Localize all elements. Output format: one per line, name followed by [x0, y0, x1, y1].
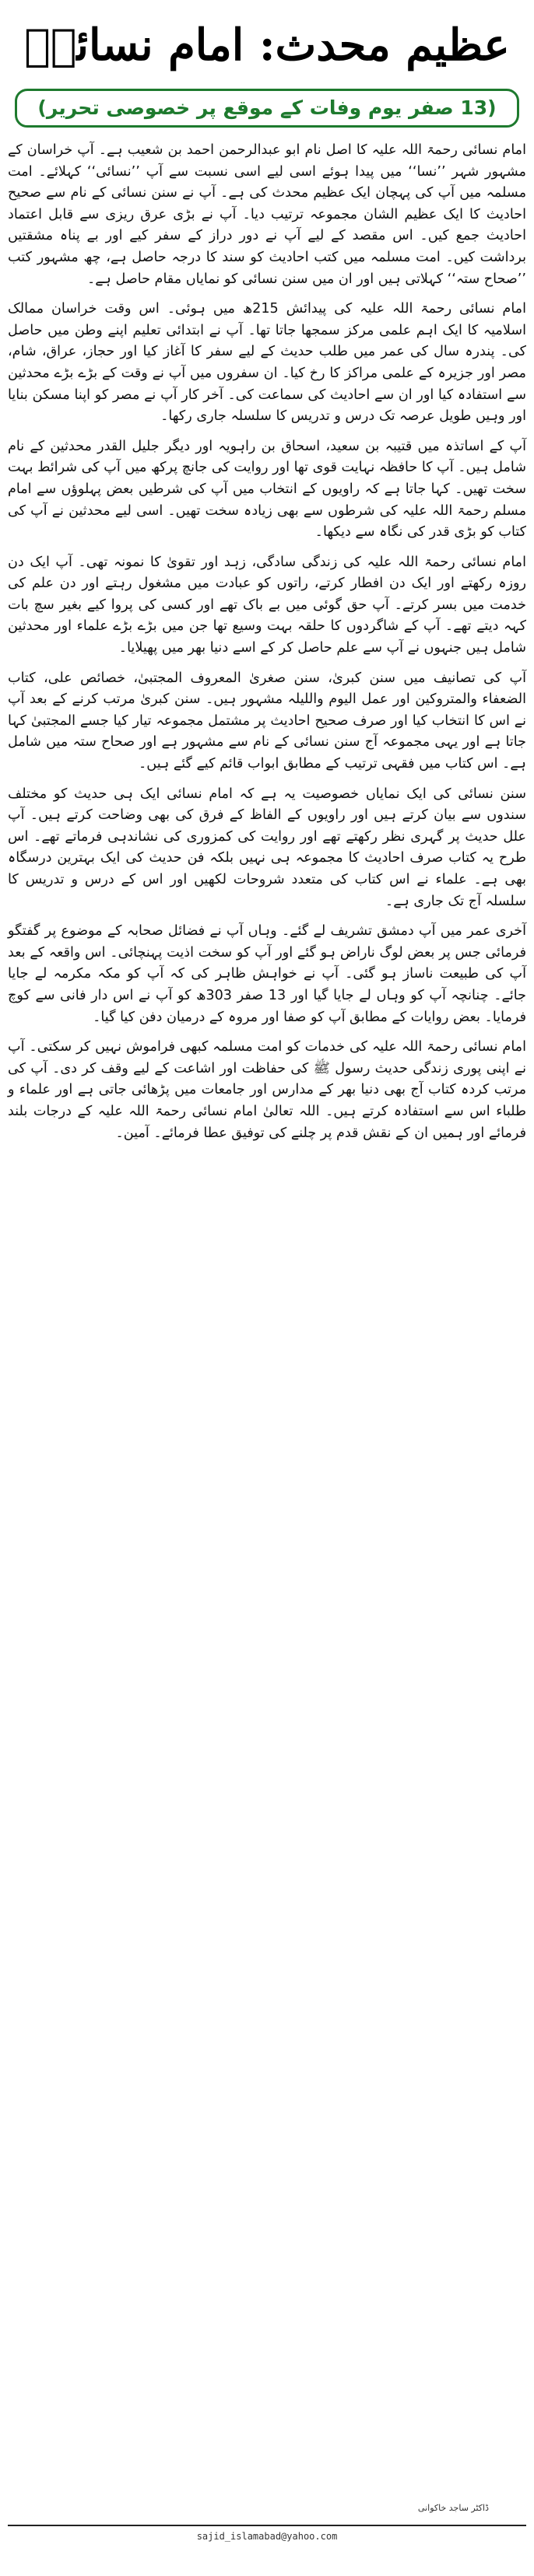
author-byline: ڈاکٹر ساجد خاکوانی — [417, 2503, 489, 2513]
article-body — [8, 140, 526, 1144]
byline-row — [8, 2503, 526, 2522]
article-paragraph: سنن نسائی کی ایک نمایاں خصوصیت یہ ہے کہ امام نسائی ایک ہی حدیث کو مختلف سندوں سے بیان کرتے ہیں اور راویوں کے الفاظ کے فرق کی بھی وضاحت کرتے ہیں۔ آپ علل حدیث پر گہری نظر رکھتے تھے اور روایت کی کمزوری کی نشاندہی فرماتے تھے۔ اس طرح یہ کتاب صرف احادیث کا مجموعہ ہی نہیں بلکہ فن حدیث کی ایک بہترین درسگاہ بھی ہے۔ علماء نے اس کتاب کی متعدد شروحات لکھیں اور اس کے درس و تدریس کا سلسلہ آج تک جاری ہے۔ — [8, 786, 526, 909]
article-subtitle-badge: (13 صفر یوم وفات کے موقع پر خصوصی تحریر) — [15, 89, 518, 128]
article-paragraph: امام نسائی رحمۃ اللہ علیہ کی خدمات کو امت مسلمہ کبھی فراموش نہیں کر سکتی۔ آپ نے اپنی پوری زندگی حدیث رسول ﷺ کی حفاظت اور اشاعت کے لیے وقف کر دی۔ آپ کی مرتب کردہ کتاب آج بھی دنیا بھر کے مدارس اور جامعات میں پڑھائی جاتی ہے اور علماء و طلباء اس سے استفادہ کرتے ہیں۔ اللہ تعالیٰ امام نسائی رحمۃ اللہ علیہ کے درجات بلند فرمائے اور ہمیں ان کے نقش قدم پر چلنے کی توفیق عطا فرمائے۔ آمین۔ — [8, 1039, 526, 1141]
article-footer — [0, 2503, 534, 2542]
article-paragraph: امام نسائی رحمۃ اللہ علیہ کا اصل نام ابو عبدالرحمن احمد بن شعیب ہے۔ آپ خراسان کے مشہور شہر ’’نسا‘‘ میں پیدا ہوئے اسی لیے اسی نسبت سے آپ ’’نسائی‘‘ کہلائے۔ امت مسلمہ میں آپ کی پہچان ایک عظیم محدث کی ہے۔ آپ نے سنن نسائی کے نام سے صحیح احادیث کا ایک عظیم الشان مجموعہ ترتیب دیا۔ آپ نے بڑی عرق ریزی سے قابل اعتماد احادیث جمع کیں۔ اس مقصد کے لیے آپ نے دور دراز کے سفر کیے اور بے پناہ مشقتیں برداشت کیں۔ امت مسلمہ میں کتب احادیث کو سند کا درجہ حاصل ہے، چھ مشہور کتب ’’صحاح ستہ‘‘ کہلاتی ہیں اور ان میں سنن نسائی کو نمایاں مقام حاصل ہے۔ — [8, 142, 526, 287]
article-paragraph: آخری عمر میں آپ دمشق تشریف لے گئے۔ وہاں آپ نے فضائل صحابہ کے موضوع پر گفتگو فرمائی جس پر بعض لوگ ناراض ہو گئے اور آپ کو سخت اذیت پہنچائی۔ اس واقعہ کے بعد آپ کی طبیعت ناساز ہو گئی۔ آپ نے خواہش ظاہر کی کہ آپ کو مکہ مکرمہ لے جایا جائے۔ چنانچہ آپ کو وہاں لے جایا گیا اور 13 صفر 303ھ کو آپ نے اس دار فانی سے کوچ فرمایا۔ بعض روایات کے مطابق آپ کو صفا اور مروہ کے درمیان دفن کیا گیا۔ — [8, 923, 526, 1025]
article-paragraph: آپ کے اساتذہ میں قتیبہ بن سعید، اسحاق بن راہویہ اور دیگر جلیل القدر محدثین کے نام شامل ہیں۔ آپ کا حافظہ نہایت قوی تھا اور روایت کی جانچ پرکھ میں آپ کی شرائط بہت سخت تھیں۔ کہا جاتا ہے کہ راویوں کے انتخاب میں آپ کی شرطیں بعض پہلوؤں سے امام مسلم رحمۃ اللہ علیہ کی شرطوں سے بھی زیادہ سخت تھیں۔ اسی لیے محدثین نے آپ کی کتاب کو بڑی قدر کی نگاہ سے دیکھا۔ — [8, 438, 526, 541]
footer-divider — [8, 2525, 526, 2526]
article-paragraph: آپ کی تصانیف میں سنن کبریٰ، سنن صغریٰ المعروف المجتبیٰ، خصائص علی، کتاب الضعفاء والمتروکین اور عمل الیوم واللیلہ مشہور ہیں۔ سنن کبریٰ مرتب کرنے کے بعد آپ نے اس کا انتخاب کیا اور صرف صحیح احادیث پر مشتمل مجموعہ تیار کیا جسے المجتبیٰ کہا جاتا ہے اور یہی مجموعہ آج سنن نسائی کے نام سے مشہور ہے اور صحاح ستہ میں شامل ہے۔ اس کتاب میں فقہی ترتیب کے مطابق ابواب قائم کیے گئے ہیں۔ — [8, 670, 526, 772]
subtitle-container — [8, 89, 526, 129]
article-headline: عظیم محدث: امام نسائیؒ — [24, 19, 510, 71]
author-email: sajid_islamabad@yahoo.com — [196, 2531, 338, 2542]
article-paragraph: امام نسائی رحمۃ اللہ علیہ کی پیدائش 215ھ میں ہوئی۔ اس وقت خراسان ممالک اسلامیہ کا ایک اہم علمی مرکز سمجھا جاتا تھا۔ آپ نے ابتدائی تعلیم اپنے وطن میں حاصل کی۔ پندرہ سال کی عمر میں طلب حدیث کے لیے سفر کا آغاز کیا اور حجاز، عراق، شام، مصر اور جزیرہ کے علمی مراکز کا رخ کیا۔ ان سفروں میں آپ نے وقت کے بڑے بڑے محدثین سے استفادہ کیا اور ان سے احادیث کی سماعت کی۔ آخر کار آپ نے مصر کو اپنا مسکن بنایا اور وہیں طویل عرصہ تک درس و تدریس کا سلسلہ جاری رکھا۔ — [8, 301, 526, 425]
article-paragraph: امام نسائی رحمۃ اللہ علیہ کی زندگی سادگی، زہد اور تقویٰ کا نمونہ تھی۔ آپ ایک دن روزہ رکھتے اور ایک دن افطار کرتے، راتوں کو عبادت میں مشغول رہتے اور دن علم کی خدمت میں بسر کرتے۔ آپ حق گوئی میں بے باک تھے اور کسی کی پروا کیے بغیر سچ بات کہہ دیتے تھے۔ آپ کے شاگردوں کا حلقہ بہت وسیع تھا جن میں بڑے بڑے علماء اور محدثین شامل ہیں جنہوں نے آپ سے علم حاصل کر کے اسے دنیا بھر میں پھیلایا۔ — [8, 554, 526, 656]
